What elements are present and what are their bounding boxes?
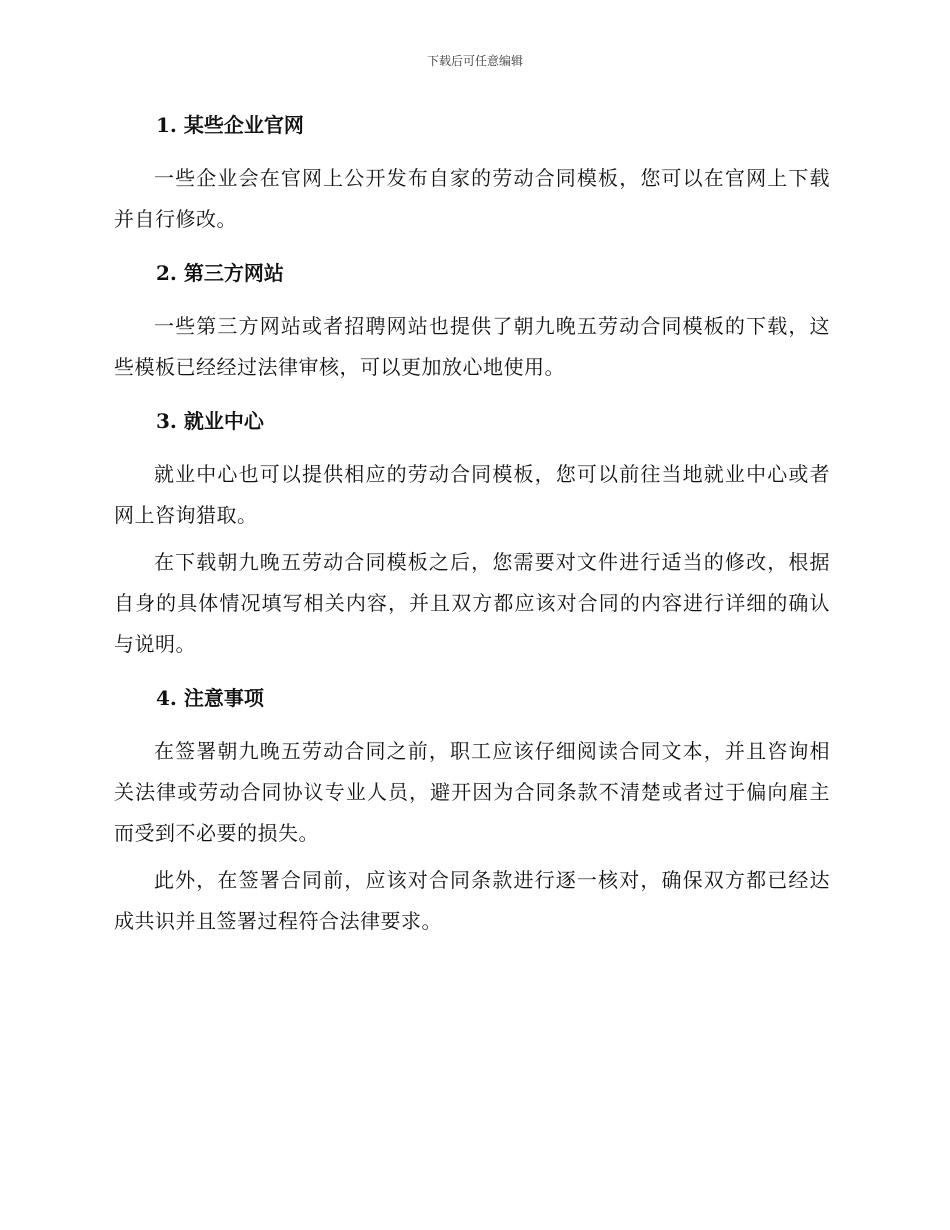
paragraph-3-2: 在下载朝九晚五劳动合同模板之后，您需要对文件进行适当的修改，根据自身的具体情况填写相关内容，并且双方都应该对合同的内容进行详细的确认与说明。 xyxy=(114,550,830,656)
page-header: 下载后可任意编辑 xyxy=(426,54,523,68)
document-body xyxy=(114,110,830,942)
section-heading-4: 4. 注意事项 xyxy=(156,686,264,710)
paragraph-2-1: 一些第三方网站或者招聘网站也提供了朝九晚五劳动合同模板的下载，这些模板已经经过法律审核，可以更加放心地使用。 xyxy=(114,314,830,379)
paragraph-4-1: 在签署朝九晚五劳动合同之前，职工应该仔细阅读合同文本，并且咨询相关法律或劳动合同协议专业人员，避开因为合同条款不清楚或者过于偏向雇主而受到不必要的损失。 xyxy=(114,739,830,845)
section-heading-2: 2. 第三方网站 xyxy=(156,261,284,285)
paragraph-1-1: 一些企业会在官网上公开发布自家的劳动合同模板，您可以在官网上下载并自行修改。 xyxy=(114,166,830,231)
paragraph-4-2: 此外，在签署合同前，应该对合同条款进行逐一核对，确保双方都已经达成共识并且签署过程符合法律要求。 xyxy=(114,868,830,933)
paragraph-3-1: 就业中心也可以提供相应的劳动合同模板，您可以前往当地就业中心或者网上咨询猎取。 xyxy=(114,462,830,527)
section-heading-3: 3. 就业中心 xyxy=(156,409,264,433)
section-heading-1: 1. 某些企业官网 xyxy=(156,113,304,137)
